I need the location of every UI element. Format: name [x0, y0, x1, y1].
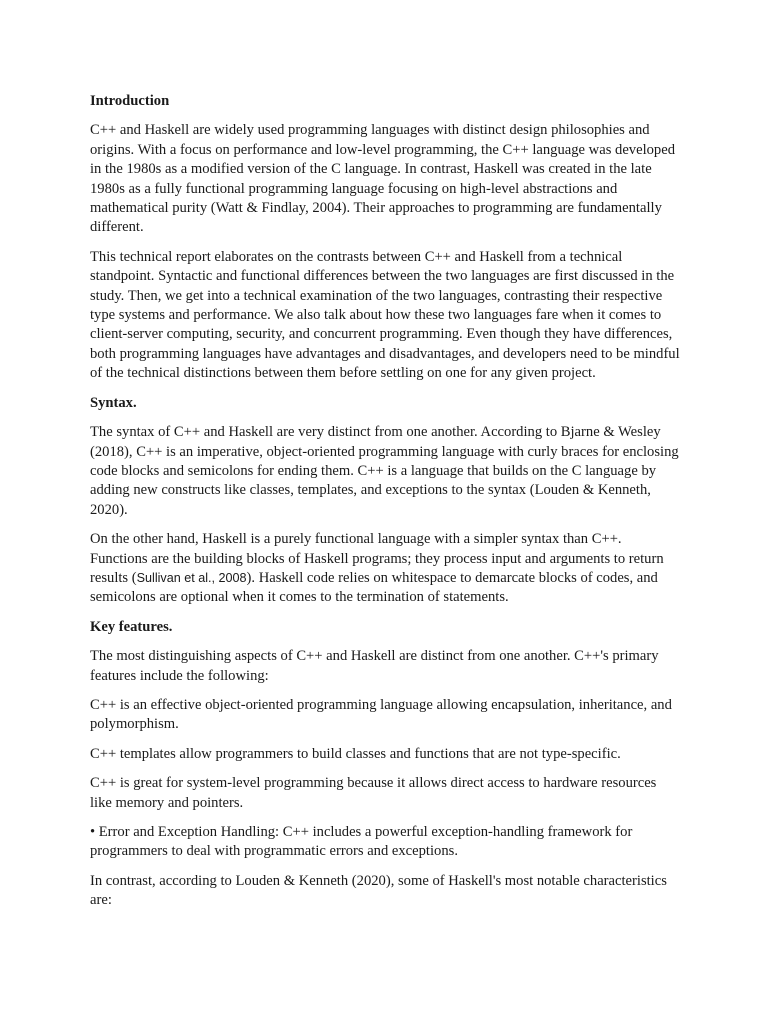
paragraph-syntax-2 [90, 530, 680, 608]
paragraph-intro-2: This technical report elaborates on the contrasts between C++ and Haskell from a technical standpoint. Syntactic and functional differences between the two languages are first discussed in the study. Then, we get into a technical examination of the two languages, contrasting their respective type systems and performance. We also talk about how these two languages fare when it comes to client-server computing, security, and concurrent programming. Even though they have differences, both programming languages have advantages and disadvantages, and developers need to be mindful of the technical distinctions between them before settling on one for any given project. [90, 248, 680, 382]
paragraph-features-2: C++ is an effective object-oriented programming language allowing encapsulation, inheritance, and polymorphism. [90, 696, 672, 733]
paragraph-intro-1: C++ and Haskell are widely used programming languages with distinct design philosophies and origins. With a focus on performance and low-level programming, the C++ language was developed in the 1980s as a modified version of the C language. In contrast, Haskell was created in the late 1980s as a fully functional programming language focusing on high-level abstractions and mathematical purity (Watt & Findlay, 2004). Their approaches to programming are fundamentally different. [90, 122, 675, 236]
paragraph-features-6: In contrast, according to Louden & Kenneth (2020), some of Haskell's most notable characteristics are: [90, 872, 667, 909]
section-heading-key-features: Key features. [90, 618, 173, 635]
citation-sullivan: Sullivan et al., 2008 [136, 570, 247, 585]
paragraph-syntax-2-text-a: On the other hand, Haskell is a purely functional language with a simpler syntax than C++. Functions are the building blocks of Haskell programs; they process input and arguments to return results ( [90, 531, 664, 586]
paragraph-features-5: • Error and Exception Handling: C++ includes a powerful exception-handling framework for programmers to deal with programmatic errors and exceptions. [90, 824, 633, 860]
paragraph-features-1: The most distinguishing aspects of C++ and Haskell are distinct from one another. C++'s primary features include the following: [90, 648, 659, 684]
section-heading-introduction: Introduction [90, 93, 170, 109]
paragraph-syntax-1: The syntax of C++ and Haskell are very distinct from one another. According to Bjarne & Wesley (2018), C++ is an imperative, object-oriented programming language with curly braces for enclosing code blocks and semicolons for ending them. C++ is a language that builds on the C language by adding new constructs like classes, templates, and exceptions to the syntax (Louden & Kenneth, 2020). [90, 424, 679, 518]
paragraph-features-4: C++ is great for system-level programming because it allows direct access to hardware resources like memory and pointers. [90, 775, 657, 811]
paragraph-features-3: C++ templates allow programmers to build classes and functions that are not type-specific. [90, 745, 621, 762]
section-heading-syntax: Syntax. [90, 394, 137, 411]
document-page [90, 92, 680, 921]
paragraph-syntax-2-text-b: ). Haskell code relies on whitespace to demarcate blocks of codes, and semicolons are optional when it comes to the termination of statements. [90, 569, 658, 606]
